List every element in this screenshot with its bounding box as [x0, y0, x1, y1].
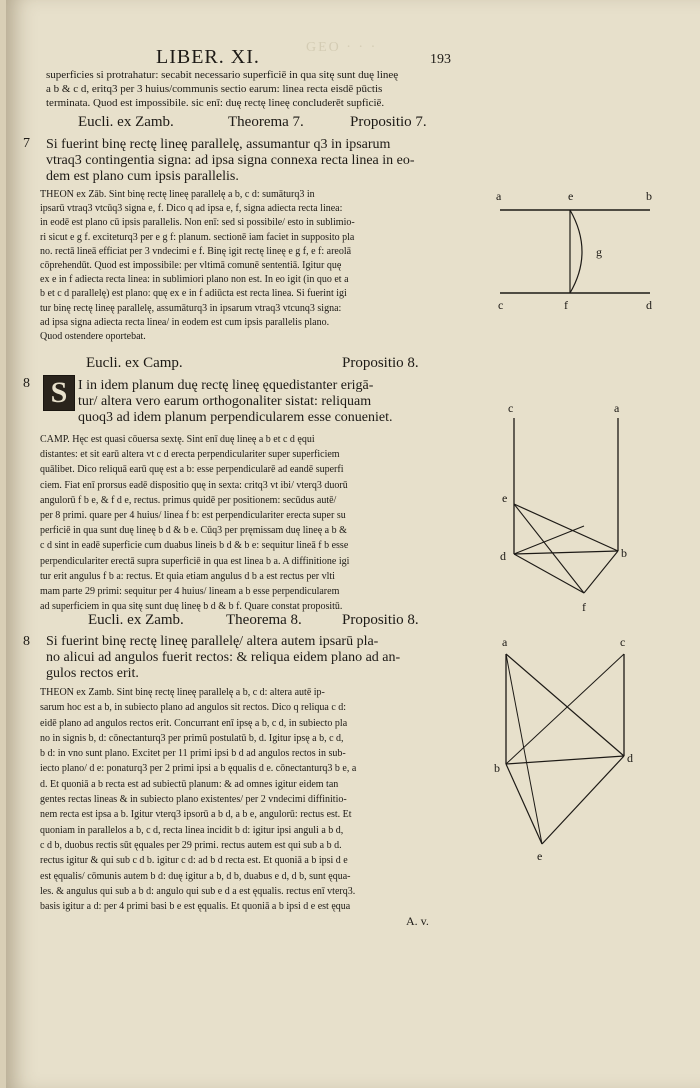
label-b: b — [621, 546, 627, 560]
proposition-statement — [46, 137, 415, 185]
book-page — [6, 0, 700, 1088]
text-line: ex e in f adiecta recta linea: in sublimiori plano non est. In eo igit (in quo et a — [40, 274, 349, 286]
proposition-statement — [46, 634, 400, 682]
line-ef — [514, 504, 584, 593]
text-line: superficies si protrahatur: secabit necessario superficiē in qua sitę sunt duę lineę — [46, 69, 399, 81]
text-line: CAMP. Hęc est quasi cōuersa sextę. Sint enī duę lineę a b et c d ęqui — [40, 434, 315, 445]
heading-proposition: Propositio 8. — [342, 612, 419, 628]
heading-theorem: Theorema 8. — [226, 612, 302, 628]
label-d: d — [500, 549, 506, 563]
label-f: f — [564, 298, 568, 312]
line-diag — [514, 526, 584, 554]
line-bf — [584, 551, 618, 593]
label-a: a — [502, 635, 508, 649]
heading-source: Eucli. ex Zamb. — [78, 114, 174, 130]
text-block-continuation — [46, 68, 398, 110]
heading-source: Eucli. ex Camp. — [86, 355, 183, 371]
text-line: ri sicut e g f. exciteturq3 per e g f: planum. sectionē iam faciet in supposito pla — [40, 231, 355, 243]
label-b: b — [646, 189, 652, 203]
text-line: ad ipsa signa adiecta recta linea/ in eodem est cum ipsis parallelis plano. — [40, 316, 330, 328]
text-line: THEON ex Zamb. Sint binę rectę lineę parallelę a b, c d: altera autē ip- — [40, 687, 325, 698]
text-line: eidē plano ad angulos rectos erit. Concurrant enī ipsę a b, c d, in subiecto pla — [40, 717, 348, 729]
text-line: vtraq3 contingentia signa: ad ipsa signa connexa recta linea in eo- — [46, 153, 415, 168]
line-bd — [506, 756, 624, 764]
text-line: d. Et quoniā a b recta est ad subiectū planum: & ad omnes igitur eidem tan — [40, 778, 339, 790]
text-line: in eodē est plano cū ipsis parallelis. Non enī: sed si possibile/ esto in sublimio- — [40, 217, 355, 229]
line-eb — [514, 504, 618, 551]
text-line: est ęqualis/ cōmunis autem b d: duę igitur a b, d b, duabus e d, d b, sunt ęqua- — [40, 870, 351, 882]
text-line: I in idem planum duę rectę lineę ęquedistanter erigā- — [78, 378, 374, 393]
label-a: a — [614, 401, 620, 415]
text-line: THEON ex Zāb. Sint binę rectę lineę parallelę a b, c d: sumāturq3 in — [40, 189, 315, 200]
text-line: iecto plano/ d e: ponaturq3 per 2 primi ipsi a b ęqualis d e. cōnectanturq3 b e, a — [40, 763, 357, 775]
heading-source: Eucli. ex Zamb. — [88, 612, 184, 628]
label-c: c — [498, 298, 504, 312]
text-line: a b & c d, eritq3 per 3 huius/communis sectio earum: linea recta eisdē pūctis — [46, 83, 383, 95]
label-g: g — [596, 245, 602, 259]
text-line: c d sint in eadē superficie cum duabus lineis b d & b e: sequitur lineā f b esse — [40, 540, 349, 552]
label-e: e — [502, 491, 508, 505]
page-title: LIBER. XI. — [156, 46, 260, 68]
label-c: c — [620, 635, 626, 649]
text-line: dem est plano cum ipsis parallelis. — [46, 169, 239, 184]
margin-number: 8 — [23, 376, 30, 391]
text-line: basis igitur a d: per 4 primi basi b e est ęqualis. Et quoniā a b ipsi d e est ęqua — [40, 901, 351, 913]
text-line: quālibet. Dico reliquā earū quę est a b: esse perpendicularē ad eandē superfi — [40, 464, 344, 476]
text-line: ciem. Fiat enī prorsus eadē dispositio quę in sexta: critq3 vt ibi/ vterq3 duorū — [40, 479, 348, 491]
text-line: no. rectā lineā efficiat per 3 vndecimi e f. Binę igit rectę lineę e g f, e f: areolā — [40, 245, 352, 257]
text-line: c d b, duobus rectis sūt ęquales per 29 primi. rectus autem est qui sub a b d. — [40, 839, 342, 851]
label-d: d — [646, 298, 652, 312]
text-line: gentes rectas lineas & in subiecto plano existentes/ per 2 vndecimi diffinitio- — [40, 794, 347, 806]
text-line: b et c d parallelę) est plano: quę ex e in f adiūcta est recta linea. Si fuerint igi — [40, 288, 347, 300]
label-f: f — [582, 600, 586, 614]
proof-theon-8 — [40, 685, 356, 914]
text-line: no alicui ad angulos fuerit rectos: & reliqua eidem plano ad an- — [46, 650, 401, 665]
text-line: perficiē in qua sunt duę lineę b d & b e. Cūq3 per pręmissam duę lineę a b & — [40, 525, 347, 537]
margin-number: 8 — [23, 634, 30, 649]
text-line: mam parte 29 primi: sequitur per 4 huius/ lineam a b esse perpendicularem — [40, 586, 340, 598]
text-line: Quod ostendere oportebat. — [40, 331, 146, 343]
line-be — [506, 764, 542, 844]
text-line: les. & angulus qui sub a b d: angulo qui sub e d a est ęqualis. rectus enī vterq3. — [40, 885, 356, 897]
figure-prop-8-campanus — [496, 398, 646, 616]
bleed-through-text: GEO · · · — [306, 40, 378, 55]
text-line: terminata. Quod est impossibile. sic enī: duę rectę lineę concluderēt supficiē. — [46, 97, 385, 109]
margin-number: 7 — [23, 136, 30, 151]
line-ae — [506, 654, 542, 844]
text-line: tur/ altera vero earum orthogonaliter sistat: reliquam — [78, 394, 372, 409]
label-a: a — [496, 189, 502, 203]
line-db — [514, 551, 618, 554]
curve-egf — [570, 210, 582, 293]
text-line: sarum hoc est a b, in subiecto plano ad angulos sit rectos. Dico q reliqua c d: — [40, 702, 347, 714]
heading-proposition: Propositio 7. — [350, 114, 427, 130]
proof-theon-7 — [40, 188, 355, 344]
text-line: Si fuerint binę rectę lineę parallelę/ altera autem ipsarū pla- — [46, 634, 379, 649]
label-d: d — [627, 751, 633, 765]
line-ad — [506, 654, 624, 756]
text-line: quoniam in parallelos a b, c d, recta linea incidit b d: igitur ipsi anguli a b d, — [40, 824, 344, 836]
label-c: c — [508, 401, 514, 415]
line-df — [514, 554, 584, 593]
text-line: gulos rectos erit. — [46, 666, 139, 681]
label-b: b — [494, 761, 500, 775]
heading-proposition: Propositio 8. — [342, 355, 419, 371]
text-line: tur erit angulus f b a: rectus. Et quia etiam angulus d b a est rectus per vlti — [40, 570, 335, 582]
text-line: Si fuerint binę rectę lineę parallelę, assumantur q3 in ipsarum — [46, 137, 391, 152]
proposition-statement — [78, 378, 393, 426]
line-de — [542, 756, 624, 844]
text-line: ad superficiem in qua sitę sunt duę lineę b d & b f. Quare constat propositū. — [40, 601, 343, 613]
catchword: A. v. — [406, 914, 429, 928]
proof-campanus-8 — [40, 432, 349, 614]
label-e: e — [537, 849, 543, 863]
text-line: cōprehendūt. Quod est impossibile: per vltimā comunē sententiā. Igitur quę — [40, 260, 342, 272]
text-line: tur binę rectę lineę parallelę, assumāturq3 in ipsarum vtraq3 vtcunq3 signa: — [40, 302, 342, 314]
text-line: quoq3 ad idem planum perpendicularem esse conueniet. — [78, 410, 393, 425]
line-bc — [506, 654, 624, 764]
text-line: ipsarū vtraq3 vtcūq3 signa e, f. Dico q ad ipsa e, f, signa adiecta recta linea: — [40, 203, 343, 215]
text-line: b d: in vno sunt plano. Excitet per 11 primi ipsi b d ad angulos rectos in sub- — [40, 748, 346, 760]
text-line: rectus igitur & qui sub c d b. igitur c d: ad b d recta est. Et quoniā a b ipsi d e — [40, 855, 348, 867]
figure-prop-8-theon — [490, 632, 650, 864]
text-line: perpendiculariter erectā supra superficiē in qua est linea b a. A diffinitione igi — [40, 555, 350, 567]
page-number: 193 — [430, 52, 451, 67]
decorated-initial: S — [43, 375, 75, 411]
text-line: no in signis b, d: cōnectanturq3 per primū postulatū b, d. Igitur ipsę a b, c d, — [40, 732, 344, 744]
label-e: e — [568, 189, 574, 203]
text-line: nem recta est ipsa a b. Igitur vterq3 ipsorū a b d, a b e, angulorū: rectus est. Et — [40, 809, 352, 821]
figure-prop-7 — [496, 186, 656, 311]
text-line: angulorū f b e, & f d e, rectus. primus quidē per positionem: secūdus autē/ — [40, 494, 337, 506]
text-line: per 8 primi. quare per 4 huius/ linea f b: est perpendiculariter erecta super su — [40, 510, 346, 522]
heading-theorem: Theorema 7. — [228, 114, 304, 130]
text-line: distantes: et sit earū altera vt c d erecta perpendiculariter super superficiem — [40, 449, 340, 461]
